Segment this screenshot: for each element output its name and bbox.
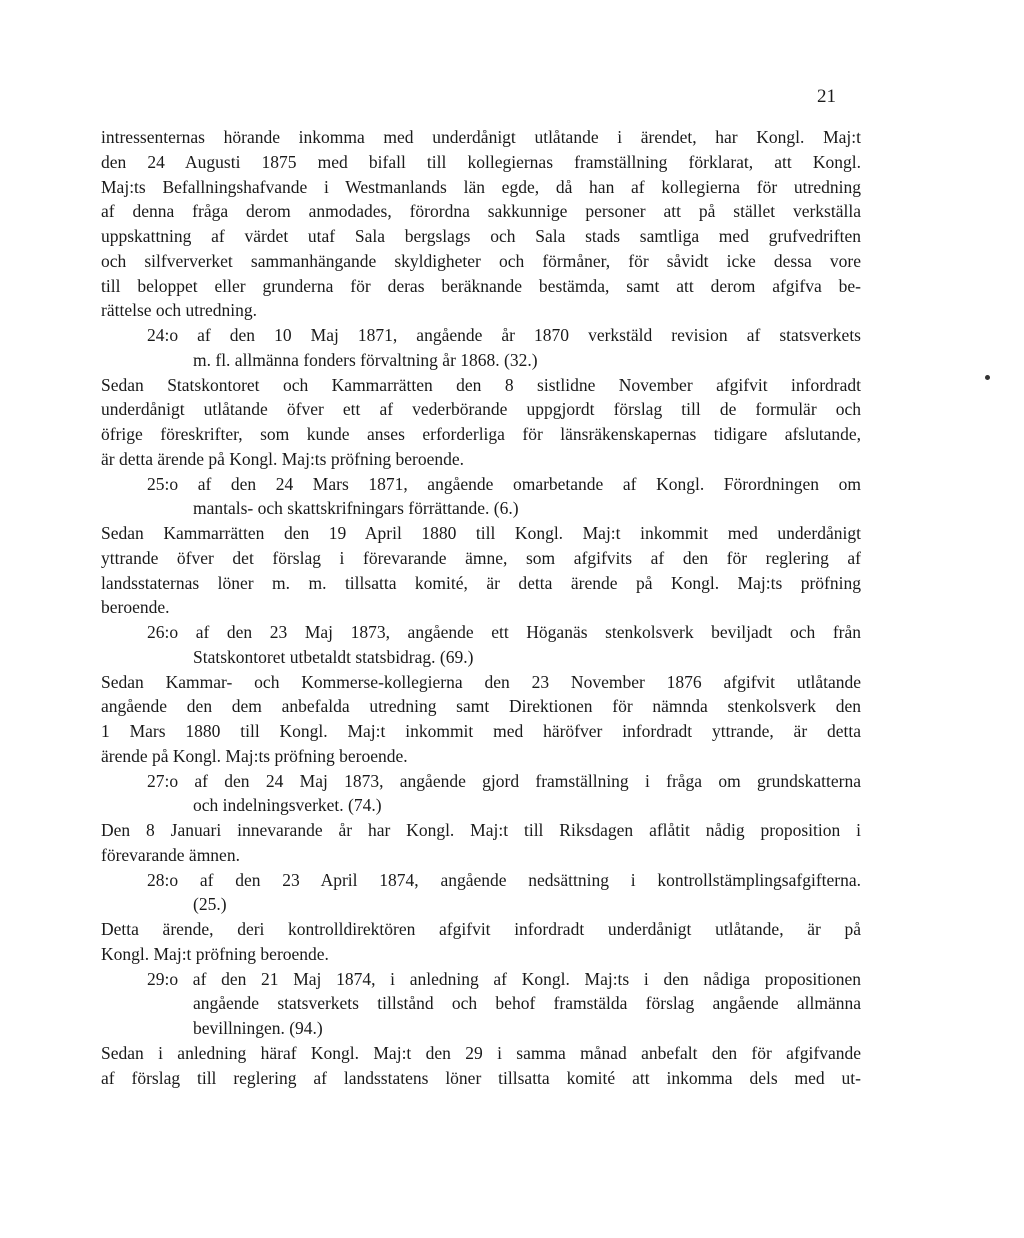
text-line: den 24 Augusti 1875 med bifall till kollegiernas framställning förklarat, att Kongl. bbox=[101, 151, 861, 172]
text-line: Statskontoret utbetaldt statsbidrag. (69.) bbox=[193, 646, 474, 667]
text-line: m. fl. allmänna fonders förvaltning år 1868. (32.) bbox=[193, 349, 538, 370]
text-line: ärende på Kongl. Maj:ts pröfning beroende. bbox=[101, 745, 408, 766]
text-line: är detta ärende på Kongl. Maj:ts pröfning beroende. bbox=[101, 448, 464, 469]
page-number: 21 bbox=[817, 86, 836, 107]
text-line: 25:o af den 24 Mars 1871, angående omarbetande af Kongl. Förordningen om bbox=[147, 473, 861, 494]
text-line: och silfververket sammanhängande skyldigheter och förmåner, för såvidt icke dessa vore bbox=[101, 250, 861, 271]
text-line: rättelse och utredning. bbox=[101, 300, 257, 321]
text-line: af denna fråga derom anmodades, förordna sakkunnige personer att på stället verkställa bbox=[101, 201, 861, 222]
text-line: 26:o af den 23 Maj 1873, angående ett Höganäs stenkolsverk beviljadt och från bbox=[147, 622, 861, 642]
text-line: landsstaternas löner m. m. tillsatta komité, är detta ärende på Kongl. Maj:ts pröfning bbox=[101, 572, 861, 593]
text-line: af förslag till reglering af landsstatens löner tillsatta komité att inkomma dels med ut- bbox=[101, 1067, 861, 1088]
text-line: 27:o af den 24 Maj 1873, angående gjord framställning i fråga om grundskatterna bbox=[147, 770, 861, 791]
text-line: 28:o af den 23 April 1874, angående nedsättning i kontrollstämplingsafgifterna. bbox=[147, 869, 861, 890]
text-line: yttrande öfver det förslag i förevarande ämne, som afgifvits af den för reglering af bbox=[101, 547, 861, 568]
text-line: Sedan i anledning häraf Kongl. Maj:t den 29 i samma månad anbefalt den för afgifvande bbox=[101, 1042, 861, 1063]
text-line: förevarande ämnen. bbox=[101, 844, 240, 865]
text-line: 24:o af den 10 Maj 1871, angående år 1870 verkstäld revision af statsverkets bbox=[147, 325, 861, 345]
text-line: 29:o af den 21 Maj 1874, i anledning af Kongl. Maj:ts i den nådiga propositionen bbox=[147, 968, 861, 989]
text-line: Den 8 Januari innevarande år har Kongl. Maj:t till Riksdagen aflåtit nådig proposition i bbox=[101, 820, 861, 840]
text-line: Detta ärende, deri kontrolldirektören afgifvit infordradt underdånigt utlåtande, är på bbox=[101, 919, 861, 939]
text-line: mantals- och skattskrifningars förrättande. (6.) bbox=[193, 498, 519, 519]
text-line: underdånigt utlåtande öfver ett af vederbörande uppgjordt förslag till de formulär och bbox=[101, 399, 861, 420]
text-line: till beloppet eller grunderna för deras beräknande bestämda, samt att derom afgifva be- bbox=[101, 275, 861, 296]
text-line: och indelningsverket. (74.) bbox=[193, 795, 382, 816]
ink-mark bbox=[985, 375, 990, 380]
text-line: bevillningen. (94.) bbox=[193, 1018, 323, 1038]
text-line: angående den dem anbefalda utredning samt Direktionen för nämnda stenkolsverk den bbox=[101, 696, 861, 717]
text-line: angående statsverkets tillstånd och behof framstälda förslag angående allmänna bbox=[193, 993, 861, 1014]
text-line: 1 Mars 1880 till Kongl. Maj:t inkommit med häröfver infordradt yttrande, är detta bbox=[101, 721, 861, 741]
text-line: Sedan Kammarrätten den 19 April 1880 till Kongl. Maj:t inkommit med underdånigt bbox=[101, 523, 861, 543]
text-line: uppskattning af värdet utaf Sala bergslags och Sala stads samtliga med grufvedriften bbox=[101, 226, 861, 246]
text-line: Sedan Kammar- och Kommerse-kollegierna den 23 November 1876 afgifvit utlåtande bbox=[101, 671, 861, 692]
text-line: Maj:ts Befallningshafvande i Westmanlands län egde, då han af kollegierna för utredning bbox=[101, 176, 861, 197]
text-line: Kongl. Maj:t pröfning beroende. bbox=[101, 943, 329, 964]
text-line: Sedan Statskontoret och Kammarrätten den 8 sistlidne November afgifvit infordradt bbox=[101, 374, 861, 395]
document-body bbox=[101, 125, 861, 1090]
text-line: intressenternas hörande inkomma med underdånigt utlåtande i ärendet, har Kongl. Maj:t bbox=[101, 127, 861, 147]
text-line: (25.) bbox=[193, 894, 227, 915]
text-line: öfrige föreskrifter, som kunde anses erforderliga för länsräkenskapernas tidigare afslutande, bbox=[101, 424, 861, 444]
text-line: beroende. bbox=[101, 597, 170, 618]
